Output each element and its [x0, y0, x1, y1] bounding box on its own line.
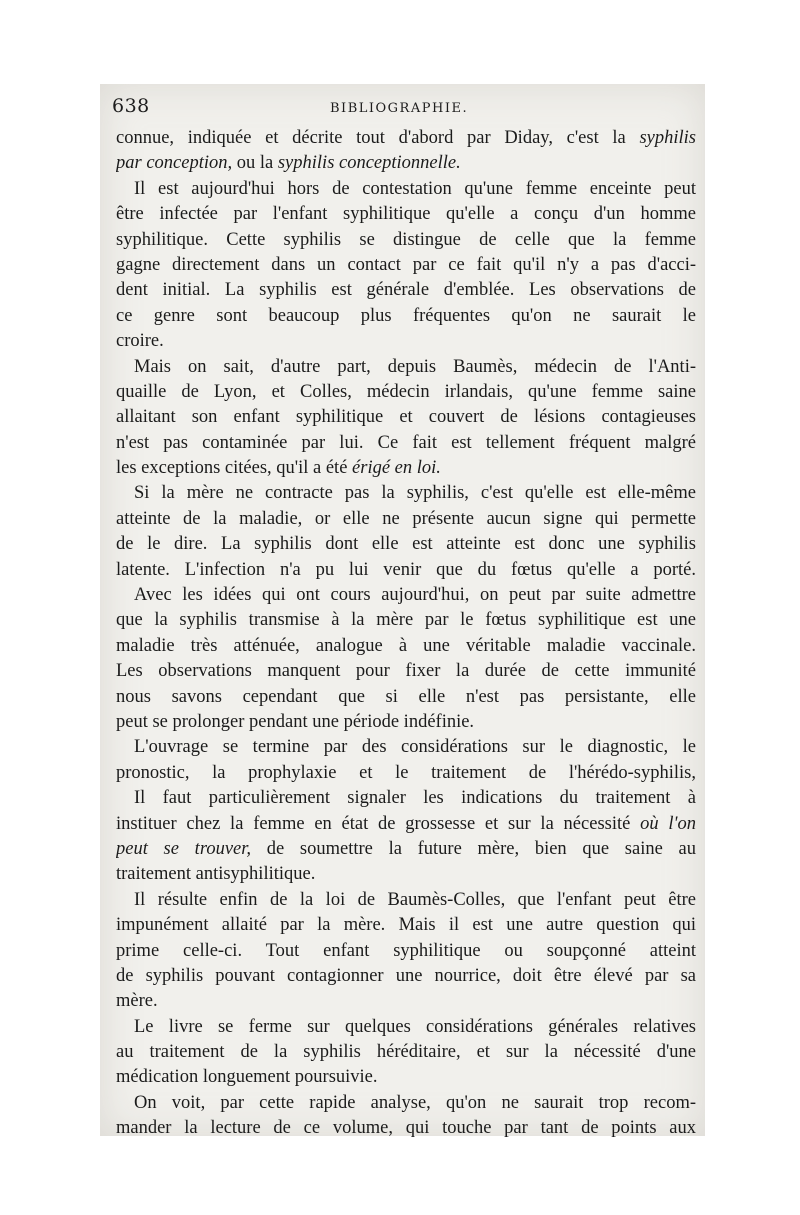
text-line	[116, 812, 696, 837]
line-text: Le livre se ferme sur quelques considérations générales relatives	[134, 1016, 696, 1037]
text-line	[116, 202, 696, 227]
running-head	[112, 95, 692, 125]
line-text: Il résulte enfin de la loi de Baumès-Colles, que l'enfant peut être	[134, 889, 696, 910]
text-line	[116, 1065, 696, 1090]
text-line	[116, 558, 696, 583]
text-line	[116, 456, 696, 481]
line-text: impunément allaité par la mère. Mais il est une autre question qui	[116, 915, 696, 936]
text-line	[116, 913, 696, 938]
italic-phrase: peut se trouver,	[116, 838, 252, 859]
text-line	[116, 837, 696, 862]
line-text: peut se prolonger pendant une période indéfinie.	[116, 711, 475, 732]
italic-phrase: par conception,	[116, 153, 233, 174]
italic-phrase: syphilis	[639, 128, 696, 148]
line-text: On voit, par cette rapide analyse, qu'on ne saurait trop recom-	[134, 1092, 696, 1113]
text-line	[116, 786, 696, 811]
text-line	[116, 481, 696, 506]
text-line	[116, 939, 696, 964]
line-text: syphilitique. Cette syphilis se distingue de celle que la femme	[116, 229, 696, 250]
line-text: quaille de Lyon, et Colles, médecin irlandais, qu'une femme saine	[116, 381, 696, 402]
text-line	[116, 964, 696, 989]
text-line	[116, 126, 696, 151]
line-text: croire.	[116, 331, 164, 352]
line-text: n'est pas contaminée par lui. Ce fait est tellement fréquent malgré	[116, 432, 696, 453]
text-line	[116, 405, 696, 430]
line-text: de soumettre la future mère, bien que saine au	[251, 838, 696, 859]
line-text: Mais on sait, d'autre part, depuis Baumès, médecin de l'Anti-	[134, 356, 696, 377]
page-number: 638	[112, 95, 150, 117]
line-text: au traitement de la syphilis héréditaire, et sur la nécessité d'une	[116, 1042, 696, 1063]
line-text: ce genre sont beaucoup plus fréquentes qu'on ne saurait le	[116, 305, 696, 326]
line-text: dent initial. La syphilis est générale d'emblée. Les observations de	[116, 280, 696, 301]
text-line	[116, 228, 696, 253]
line-text: Avec les idées qui ont cours aujourd'hui, on peut par suite admettre	[134, 585, 696, 606]
text-line	[116, 1040, 696, 1065]
line-text: gagne directement dans un contact par ce fait qu'il n'y a pas d'acci-	[116, 254, 696, 275]
line-text: que la syphilis transmise à la mère par le fœtus syphilitique est une	[116, 610, 696, 631]
italic-phrase: syphilis conceptionnelle.	[277, 153, 461, 174]
text-line	[116, 659, 696, 684]
line-text: ou la	[232, 153, 278, 174]
line-text: Si la mère ne contracte pas la syphilis, c'est qu'elle est elle-même	[134, 483, 696, 504]
line-text: atteinte de la maladie, or elle ne présente aucun signe qui permette	[116, 508, 696, 529]
line-text: prime celle-ci. Tout enfant syphilitique ou soupçonné atteint	[116, 940, 696, 961]
text-line	[116, 380, 696, 405]
line-text: L'ouvrage se termine par des considérations sur le diagnostic, le	[134, 737, 696, 758]
text-line	[116, 1015, 696, 1040]
line-text: mander la lecture de ce volume, qui touche par tant de points aux	[116, 1118, 696, 1139]
text-line	[116, 532, 696, 557]
text-line	[116, 735, 696, 760]
line-text: mère.	[116, 991, 158, 1012]
line-text: les exceptions citées, qu'il a été	[116, 458, 353, 479]
text-line	[116, 685, 696, 710]
line-text: médication longuement poursuivie.	[116, 1067, 378, 1088]
text-line	[116, 710, 696, 735]
italic-phrase: où l'on	[640, 813, 696, 834]
text-line	[116, 608, 696, 633]
italic-phrase: érigé en loi.	[352, 458, 441, 479]
text-line	[116, 329, 696, 354]
running-title: BIBLIOGRAPHIE.	[330, 101, 469, 116]
line-text: Il faut particulièrement signaler les indications du traitement à	[134, 788, 696, 809]
line-text: maladie très atténuée, analogue à une véritable maladie vaccinale.	[116, 635, 696, 656]
text-line	[116, 888, 696, 913]
text-line	[116, 634, 696, 659]
line-text: instituer chez la femme en état de grossesse et sur la nécessité	[116, 813, 641, 834]
text-line	[116, 761, 696, 786]
text-line	[116, 177, 696, 202]
text-line	[116, 151, 696, 176]
text-line	[116, 431, 696, 456]
line-text: connue, indiquée et décrite tout d'abord par Diday, c'est la	[116, 128, 640, 148]
text-line	[116, 583, 696, 608]
text-line	[116, 304, 696, 329]
body-text	[116, 126, 696, 1142]
line-text: traitement antisyphilitique.	[116, 864, 316, 885]
line-text: être infectée par l'enfant syphilitique qu'elle a conçu d'un homme	[116, 204, 696, 225]
text-line	[116, 862, 696, 887]
line-text: latente. L'infection n'a pu lui venir que du fœtus qu'elle a porté.	[116, 559, 696, 580]
line-text: nous savons cependant que si elle n'est pas persistante, elle	[116, 686, 696, 707]
line-text: pronostic, la prophylaxie et le traitement de l'hérédo-syphilis,	[116, 762, 696, 783]
text-line	[116, 507, 696, 532]
text-line	[116, 989, 696, 1014]
text-line	[116, 278, 696, 303]
line-text: Les observations manquent pour fixer la durée de cette immunité	[116, 661, 696, 682]
line-text: de le dire. La syphilis dont elle est atteinte est donc une syphilis	[116, 534, 696, 555]
text-line	[116, 1116, 696, 1141]
line-text: Il est aujourd'hui hors de contestation qu'une femme enceinte peut	[134, 178, 696, 199]
text-line	[116, 355, 696, 380]
line-text: de syphilis pouvant contagionner une nourrice, doit être élevé par sa	[116, 965, 696, 986]
text-line	[116, 1091, 696, 1116]
text-line	[116, 253, 696, 278]
line-text: allaitant son enfant syphilitique et couvert de lésions contagieuses	[116, 407, 696, 428]
